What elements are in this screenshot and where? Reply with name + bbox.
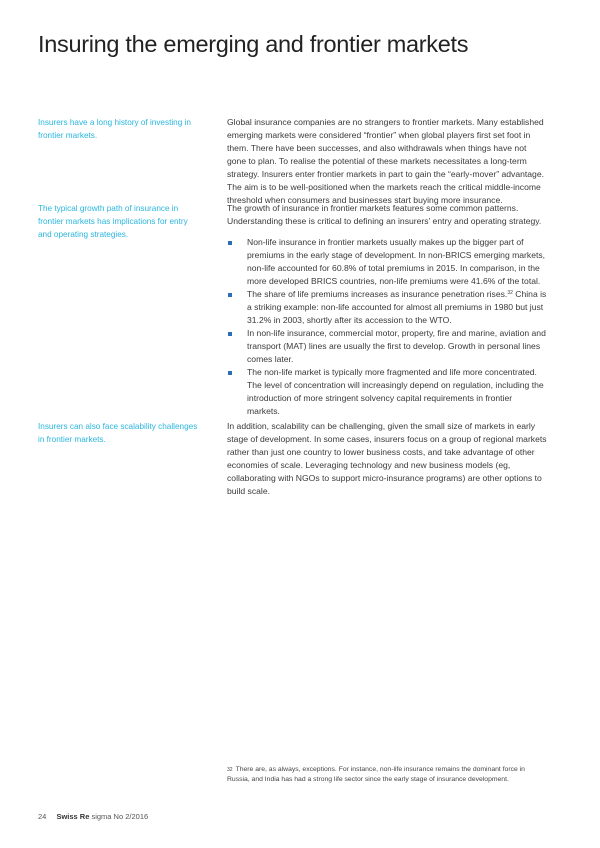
margin-note-investing-history: Insurers have a long history of investing in frontier markets. [38, 118, 191, 140]
list-item [227, 327, 547, 366]
margin-note-growth-path: The typical growth path of insurance in frontier markets has implications for entry and operating strategies. [38, 204, 188, 239]
footnote-reference[interactable]: 32 [507, 290, 513, 296]
brand-name: Swiss Re [56, 812, 90, 821]
list-item [227, 366, 547, 418]
paragraph-growth-patterns: The growth of insurance in frontier markets features some common patterns. Understanding these is critical to defining an insurers’ entry and operating strategy. [227, 203, 542, 226]
footnote [227, 765, 547, 785]
list-item-text: The share of life premiums increases as insurance penetration rises. [247, 289, 508, 299]
square-bullet-icon [228, 371, 232, 375]
footnote-number: 32 [227, 767, 233, 773]
list-item [227, 288, 547, 327]
list-item-text: China is a striking example: non-life accounted for almost all premiums in 1980 but just 31.2% in 2003, shortly after its accession to the WTO. [247, 289, 547, 325]
page-number: 24 [38, 812, 47, 821]
page-footer [38, 812, 148, 821]
list-item-text: The non-life market is typically more fragmented and life more concentrated. The level of concentration will increasingly depend on regulation, including the introduction of more stringent solvency capital requirements in frontier markets. [247, 367, 544, 416]
list-item-text: In non-life insurance, commercial motor, property, fire and marine, aviation and transport (MAT) lines are usually the first to develop. Growth in personal lines comes later. [247, 328, 546, 364]
square-bullet-icon [228, 332, 232, 336]
square-bullet-icon [228, 241, 232, 245]
page-title: Insuring the emerging and frontier markets [38, 31, 469, 57]
paragraph-scalability: In addition, scalability can be challenging, given the small size of markets in early stage of development. In some cases, insurers focus on a group of regional markets rather than just one country to lower business costs, and take advantage of other economies of scale. Leveraging technology and new business models (eg, collaborating with NGOs to support micro-insurance programs) are other options to build scale. [227, 421, 547, 496]
paragraph-frontier-history: Global insurance companies are no strangers to frontier markets. Many established emerging markets were considered “frontier” when global players first set foot in them. There have been successes, and also withdrawals when things have not gone to plan. To realise the potential of these markets necessitates a long-term strategy. Insurers enter frontier markets in part to gain the “early-mover” advantage. The aim is to be well-positioned when the markets reach the critical middle-income threshold when consumers and businesses start buying more insurance. [227, 117, 544, 205]
list-item-text: Non-life insurance in frontier markets usually makes up the bigger part of premiums in the early stage of development. In non-BRICS emerging markets, non-life accounted for 60.8% of total premiums in 2015. In comparison, in the more developed BRICS countries, non-life premiums were 41.6% of the total. [247, 237, 546, 286]
publication-name: sigma No 2/2016 [91, 812, 149, 821]
margin-note-scalability: Insurers can also face scalability challenges in frontier markets. [38, 422, 198, 444]
growth-patterns-list [227, 236, 547, 418]
square-bullet-icon [228, 293, 232, 297]
list-item [227, 236, 547, 288]
footnote-text: There are, as always, exceptions. For instance, non-life insurance remains the dominant force in Russia, and India has had a strong life sector since the early stage of insurance development. [227, 766, 525, 783]
